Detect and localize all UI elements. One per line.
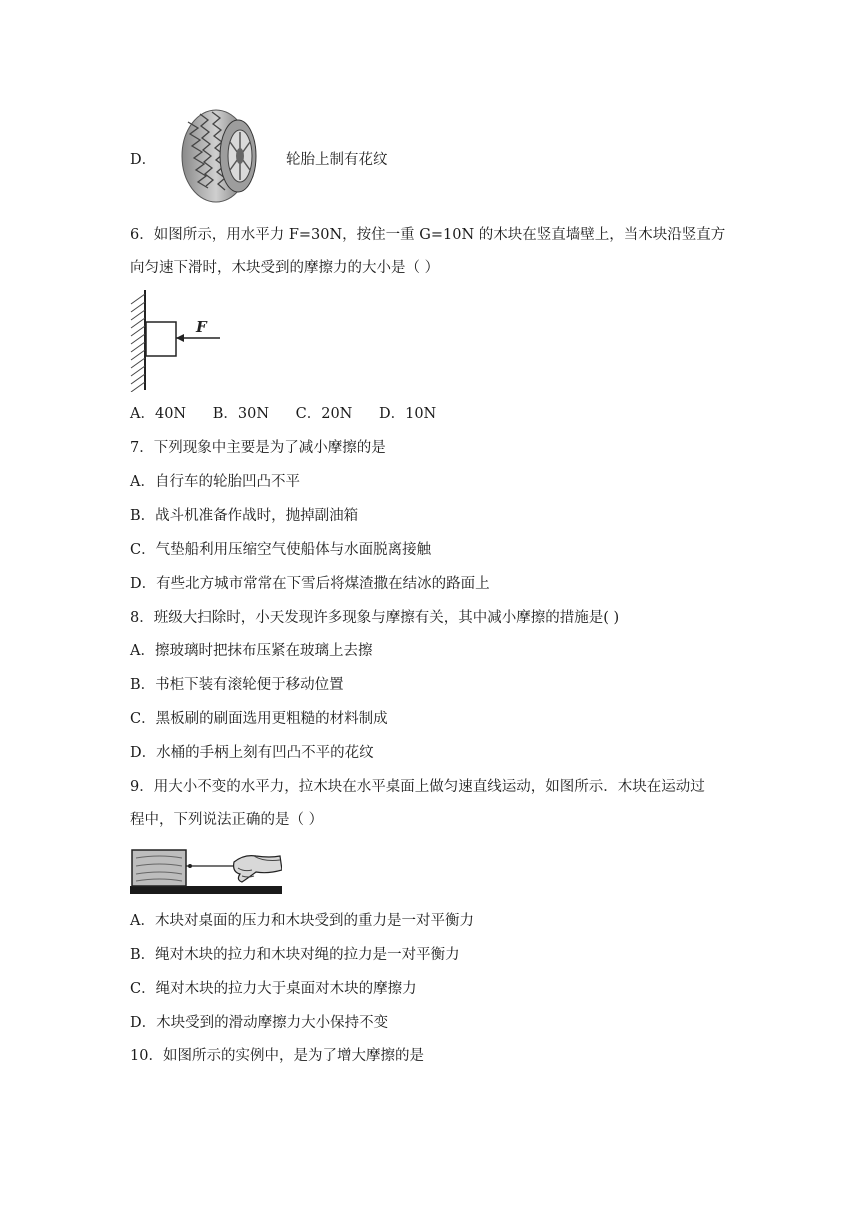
q7-option-d: D．有些北方城市常常在下雪后将煤渣撒在结冰的路面上	[130, 576, 490, 592]
q5-option-d-caption: 轮胎上制有花纹	[286, 152, 388, 168]
q6-stem-line2: 向匀速下滑时，木块受到的摩擦力的大小是（ ）	[130, 260, 440, 276]
block-pull-figure	[130, 846, 282, 894]
q6-option-a: A．40N	[130, 406, 187, 422]
q9-stem-line1: 9．用大小不变的水平力，拉木块在水平桌面上做匀速直线运动，如图所示．木块在运动过	[130, 779, 705, 795]
q7-option-a: A．自行车的轮胎凹凸不平	[130, 474, 300, 490]
q7-option-c: C．气垫船利用压缩空气使船体与水面脱离接触	[130, 542, 432, 558]
q6-option-c: C．20N	[295, 406, 353, 422]
q8-option-b: B．书柜下装有滚轮便于移动位置	[130, 677, 344, 693]
q8-stem: 8．班级大扫除时，小天发现许多现象与摩擦有关，其中减小摩擦的措施是( )	[130, 610, 620, 626]
q7-stem: 7．下列现象中主要是为了减小摩擦的是	[130, 440, 386, 456]
tire-image	[178, 108, 260, 204]
q10-stem: 10．如图所示的实例中，是为了增大摩擦的是	[130, 1048, 424, 1064]
q6-stem-line1: 6．如图所示，用水平力 F=30N，按住一重 G=10N 的木块在竖直墙壁上，当木块沿竖直方	[130, 227, 726, 243]
wall-block-figure	[128, 288, 224, 392]
q6-option-d: D．10N	[378, 406, 437, 422]
q9-option-b: B．绳对木块的拉力和木块对绳的拉力是一对平衡力	[130, 947, 460, 963]
q9-option-a: A．木块对桌面的压力和木块受到的重力是一对平衡力	[130, 913, 474, 929]
q9-option-d: D．木块受到的滑动摩擦力大小保持不变	[130, 1015, 389, 1031]
q7-option-b: B．战斗机准备作战时，抛掉副油箱	[130, 508, 359, 524]
q6-option-b: B．30N	[212, 406, 270, 422]
q8-option-c: C．黑板刷的刷面选用更粗糙的材料制成	[130, 711, 388, 727]
force-label-f: F	[196, 318, 207, 336]
q9-option-c: C．绳对木块的拉力大于桌面对木块的摩擦力	[130, 981, 417, 997]
q9-stem-line2: 程中，下列说法正确的是（ ）	[130, 812, 324, 828]
q6-options	[130, 404, 458, 424]
q8-option-d: D．水桶的手柄上刻有凹凸不平的花纹	[130, 745, 374, 761]
q8-option-a: A．擦玻璃时把抹布压紧在玻璃上去擦	[130, 643, 373, 659]
q5-option-d-letter: D．	[130, 152, 157, 168]
